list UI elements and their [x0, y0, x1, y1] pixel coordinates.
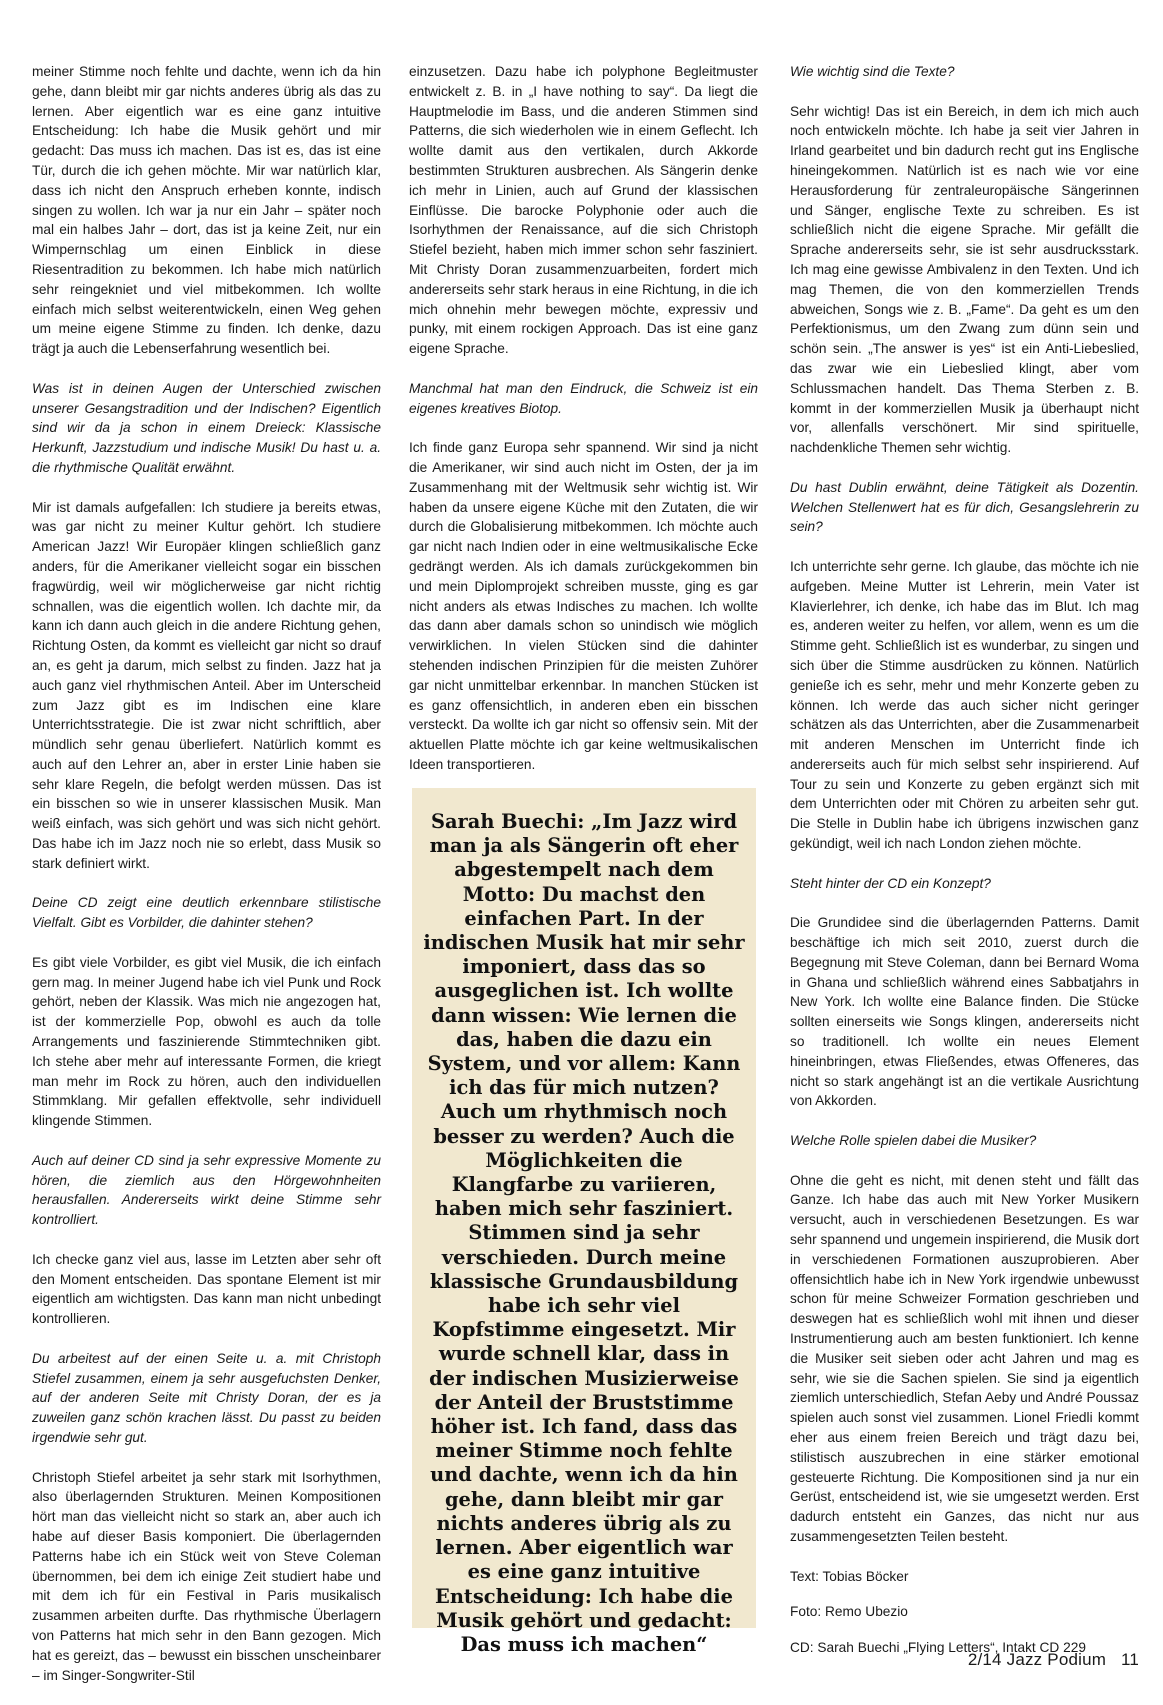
- credit-line: CD: Sarah Buechi „Flying Letters“, Intakt CD 229: [790, 1640, 1086, 1656]
- pull-quote-text: Sarah Buechi: „Im Jazz wird man ja als Sängerin oft eher abgestempelt nach dem Motto: Du machst den einfachen Part. In der indischen Musik hat mir sehr imponiert, dass das so ausgeglichen ist. Ich wollte dann wissen: Wie lernen die das, haben die dazu ein System, und vor allem: Kann ich das für mich nutzen? Auch um rhythmisch noch besser zu werden? Auch die Möglichkeiten die Klangfarbe zu variieren, haben mich sehr fasziniert. Stimmen sind ja sehr verschieden. Durch meine klassische Grundausbildung habe ich sehr viel Kopfstimme eingesetzt. Mir wurde schnell klar, dass in der indischen Musizierweise der Anteil der Bruststimme höher ist. Ich fand, dass das meiner Stimme noch fehlte und dachte, wenn ich da hin gehe, dann bleibt mir gar nichts anderes übrig als zu lernen. Aber eigentlich war es eine ganz intuitive Entscheidung: Ich habe die Musik gehört und gedacht: Das muss ich machen“: [423, 810, 745, 1656]
- question-paragraph: Auch auf deiner CD sind ja sehr expressive Momente zu hören, die ziemlich aus den Hörgewohnheiten herausfallen. Andererseits wirkt deine Stimme sehr kontrolliert.: [32, 1152, 381, 1228]
- question-paragraph: Du arbeitest auf der einen Seite u. a. mit Christoph Stiefel zusammen, einem ja sehr ausgefuchsten Denker, auf der anderen Seite mit Christy Doran, der es ja zuweilen ganz schön krachen lässt. Du passt zu beiden irgendwie sehr gut.: [32, 1350, 381, 1445]
- answer-paragraph: Ich unterrichte sehr gerne. Ich glaube, das möchte ich nie aufgeben. Meine Mutter ist Lehrerin, mein Vater ist Klavierlehrer, ich denke, ich habe das im Blut. Ich mag es, anderen weiter zu helfen, vor allem, wenn es um die Stimme geht. Schließlich ist es wunderbar, zu singen und sich über die Stimme ausdrücken zu können. Natürlich genieße ich es sehr, mehr und mehr Konzerte geben zu können. Ich werde das auch sicher nicht geringer schätzen als das Unterrichten, aber die Zusammenarbeit mit anderen Menschen im Unterricht finde ich andererseits auch für mich selbst sehr inspirierend. Auf Tour zu sein und Konzerte zu geben ergänzt sich mit dem Unterrichten oder mit Chören zu arbeiten sehr gut. Die Stelle in Dublin habe ich übrigens inzwischen ganz gekündigt, weil ich nach London ziehen möchte.: [790, 558, 1139, 852]
- pull-quote-box: [412, 788, 756, 1656]
- answer-paragraph: Mir ist damals aufgefallen: Ich studiere ja bereits etwas, was gar nicht zu meiner Kultur gehört. Ich studiere American Jazz! Wir Europäer klingen schließlich ganz anders, für die Amerikaner vielleicht sogar ein bisschen fragwürdig, weil wir möglicherweise gar nicht richtig schnallen, was die eigentlich wollen. Ich dachte mir, da kann ich dann auch gleich in die andere Richtung gehen, Richtung Osten, da kommt es vielleicht gar nicht so drauf an, es geht ja darum, mich selbst zu finden. Jazz hat ja auch ganz viel rhythmischen Anteil. Aber im Unterscheid zum Jazz gibt es im Indischen eine klare Unterrichtsstrategie. Die ist zwar nicht schriftlich, aber mündlich sehr genau überliefert. Natürlich kommt es auch auf den Lehrer an, aber in erster Linie haben sie sehr klare Regeln, die befolgt werden müssen. Das ist ein bisschen so wie in unserer klassischen Musik. Man weiß einfach, was sich gehört und was sich nicht gehört. Das habe ich im Jazz noch nie so erlebt, dass Musik so stark definiert wirkt.: [32, 499, 381, 871]
- footer-issue: 2/14 Jazz Podium: [967, 1650, 1107, 1669]
- answer-paragraph: Die Grundidee sind die überlagernden Patterns. Damit beschäftige ich mich seit 2010, zuerst durch die Begegnung mit Steve Coleman, dann bei Bernard Woma in Ghana und schließlich während eines Sabbatjahrs in New York. Ich wollte eine Balance finden. Die Stücke sollten einerseits wie Songs klingen, andererseits nicht so traditionell. Ich wollte ein neues Element hineinbringen, etwas Fließendes, etwas Offeneres, das nicht so stark angehängt ist an die vertikale Ausrichtung von Akkorden.: [790, 915, 1139, 1109]
- column-2: [409, 62, 758, 794]
- question-paragraph: Steht hinter der CD ein Konzept?: [790, 875, 991, 891]
- question-paragraph: Du hast Dublin erwähnt, deine Tätigkeit als Dozentin. Welchen Stellenwert hat es für dich, Gesangslehrerin zu sein?: [790, 479, 1139, 535]
- question-paragraph: Manchmal hat man den Eindruck, die Schweiz ist ein eigenes kreatives Biotop.: [409, 380, 758, 416]
- column-3: [790, 62, 1139, 1674]
- question-paragraph: Wie wichtig sind die Texte?: [790, 64, 955, 79]
- page-number: 11: [1120, 1650, 1139, 1669]
- answer-paragraph: Ich finde ganz Europa sehr spannend. Wir sind ja nicht die Amerikaner, wir sind auch nicht im Osten, der ja im Zusammenhang mit der Weltmusik sehr wichtig ist. Wir haben da unsere eigene Küche mit den Zutaten, die wir durch die Globalisierung mitbekommen. Ich möchte auch gar nicht nach Indien oder in eine weltmusikalische Ecke gedrängt werden. Als ich damals zurückgekommen bin und mein Diplomprojekt schreiben musste, ging es gar nicht anders als etwas Indisches zu machen. Ich wollte das dann aber damals schon so unindisch wie möglich verwirklichen. In vielen Stücken sind die dahinter stehenden indischen Prinzipien für die meisten Zuhörer gar nicht unmittelbar erkennbar. In manchen Stücken ist es ganz offensichtlich, in anderen eben ein bisschen versteckt. Da wollte ich gar nicht so offensiv sein. Mit der aktuellen Platte möchte ich gar keine weltmusikalischen Ideen transportieren.: [409, 440, 758, 772]
- column-1: [32, 62, 381, 1705]
- page-footer: [968, 1650, 1139, 1670]
- answer-paragraph: einzusetzen. Dazu habe ich polyphone Begleitmuster entwickelt z. B. in „I have nothing to say“. Da liegt die Hauptmelodie im Bass, und die anderen Stimmen sind Patterns, die sich wiederholen wie in einem Geflecht. Ich wollte damit aus den vertikalen, durch Akkorde bestimmten Strukturen ausbrechen. Als Sängerin denke ich mehr in Linien, auch auf Grund der klassischen Einflüsse. Die barocke Polyphonie oder auch die Isorhythmen der Renaissance, auf die sich Christoph Stiefel bezieht, haben mich immer schon sehr fasziniert. Mit Christy Doran zusammenzuarbeiten, fordert mich andererseits sehr stark heraus in eine Richtung, in die ich mich ohnehin mehr bewegen möchte, expressiv und punky, mit einem rockigen Approach. Das ist eine ganz eigene Sprache.: [409, 64, 758, 357]
- credit-line: Text: Tobias Böcker: [790, 1568, 909, 1584]
- answer-paragraph: Ich checke ganz viel aus, lasse im Letzten aber sehr oft den Moment entscheiden. Das spontane Element ist mir eigentlich am wichtigsten. Das kann man nicht unbedingt kontrollieren.: [32, 1251, 381, 1327]
- answer-paragraph: Christoph Stiefel arbeitet ja sehr stark mit Isorhythmen, also überlagernden Strukturen. Meinen Kompositionen hört man das vielleicht nicht so stark an, aber auch ich habe auf dieser Basis komponiert. Die überlagernden Patterns habe ich ein Stück weit von Steve Coleman übernommen, bei dem ich einige Zeit studiert habe und mit dem ich für ein Festival in Paris musikalisch zusammen arbeiten durfte. Das rhythmische Überlagern von Patterns hat mich sehr in den Bann gezogen. Mich hat es gereizt, das – bewusst ein bisschen unscheinbarer – im Singer-Songwriter-Stil: [32, 1469, 381, 1683]
- question-paragraph: Was ist in deinen Augen der Unterschied zwischen unserer Gesangstradition und der Indischen? Eigentlich sind wir da ja schon in einem Dreieck: Klassische Herkunft, Jazzstudium und indische Musik! Du hast u. a. die rhythmische Qualität erwähnt.: [32, 380, 381, 475]
- question-paragraph: Welche Rolle spielen dabei die Musiker?: [790, 1133, 1037, 1149]
- answer-paragraph: meiner Stimme noch fehlte und dachte, wenn ich da hin gehe, dann bleibt mir gar nichts anderes übrig als das zu lernen. Aber eigentlich war es eine ganz intuitive Entscheidung: Ich habe die Musik gehört und mir gedacht: Das muss ich machen. Das ist es, das ist eine Tür, durch die ich gehen möchte. Mir war natürlich klar, dass ich nicht den Anspruch erheben konnte, indisch singen zu wollen. Ich war ja nur ein Jahr – später noch mal ein halbes Jahr – dort, das ist ja keine Zeit, nur ein Wimpernschlag um einen Einblick in diese Riesentradition zu bekommen. Ich habe mich natürlich sehr reingekniet und viel mitbekommen. Ich wollte einfach mich selbst weiterentwickeln, einen Weg gehen um meine eigene Stimme zu finden. Ich denke, dazu trägt ja auch die Lebenserfahrung wesentlich bei.: [32, 64, 381, 357]
- answer-paragraph: Es gibt viele Vorbilder, es gibt viel Musik, die ich einfach gern mag. In meiner Jugend habe ich viel Punk und Rock gehört, neben der Klassik. Was mich nie angezogen hat, ist der kommerzielle Pop, obwohl es auch da tolle Arrangements und faszinierende Stimmtechniken gibt. Ich stehe aber mehr auf interessante Formen, die kriegt man mehr im Rock zu hören, auch den individuellen Stimmklang. Mir gefallen effektvolle, sehr individuell klingende Stimmen.: [32, 954, 381, 1129]
- question-paragraph: Deine CD zeigt eine deutlich erkennbare stilistische Vielfalt. Gibt es Vorbilder, die dahinter stehen?: [32, 895, 381, 931]
- credit-line: Foto: Remo Ubezio: [790, 1604, 908, 1620]
- answer-paragraph: Sehr wichtig! Das ist ein Bereich, in dem ich mich auch noch entwickeln möchte. Ich habe ja seit vier Jahren in Irland gearbeitet und bin dadurch recht gut ins Englische hineingekommen. Natürlich ist es nach wie vor eine Herausforderung für zentraleuropäische Sängerinnen und Sänger, englische Texte zu schreiben. Es ist schließlich nicht die eigene Sprache. Mir gefällt die Sprache andererseits sehr, sie ist sehr ausdrucksstark. Ich mag eine gewisse Ambivalenz in den Texten. Und ich mag Themen, die von den kommerziellen Trends abweichen, Songs wie z. B. „Fame“. Da geht es um den Perfektionismus, um den Zwang zum dünn sein und schön sein. „The answer is yes“ ist ein Anti-Liebeslied, das zwar wie ein Liebeslied klingt, aber vom Schlussmachen handelt. Das Thema Sterben z. B. kommt in der kommerziellen Musik ja überhaupt nicht vor, allenfalls verschönert. Mir sind spirituelle, nachdenkliche Themen sehr wichtig.: [790, 103, 1139, 456]
- answer-paragraph: Ohne die geht es nicht, mit denen steht und fällt das Ganze. Ich habe das auch mit New Yorker Musikern versucht, auch in verschiedenen Besetzungen. Es war sehr spannend und ungemein inspirierend, die Musik dort in verschiedenen Formationen auszuprobieren. Aber offensichtlich habe ich in New York irgendwie unbewusst schon für meine Schweizer Formation geschrieben und deswegen hat es schließlich wohl mit ihnen und dieser Instrumentierung auch am besten funktioniert. Ich kenne die Musiker seit sieben oder acht Jahren und mag es sehr, wie sie die Sachen spielen. Sie sind ja eigentlich ziemlich unterschiedlich, Stefan Aeby und André Poussaz spielen auch sonst viel zusammen. Lionel Friedli kommt eher aus einem freien Bereich und trägt dazu bei, stilistisch auszubrechen in eine stärker emotional gesteuerte Richtung. Die Kompositionen sind ja nur ein Gerüst, entscheidend ist, wie sie umgesetzt werden. Erst dadurch entsteht ein Ganzes, das nicht nur aus zusammengesetzten Teilen besteht.: [790, 1172, 1139, 1544]
